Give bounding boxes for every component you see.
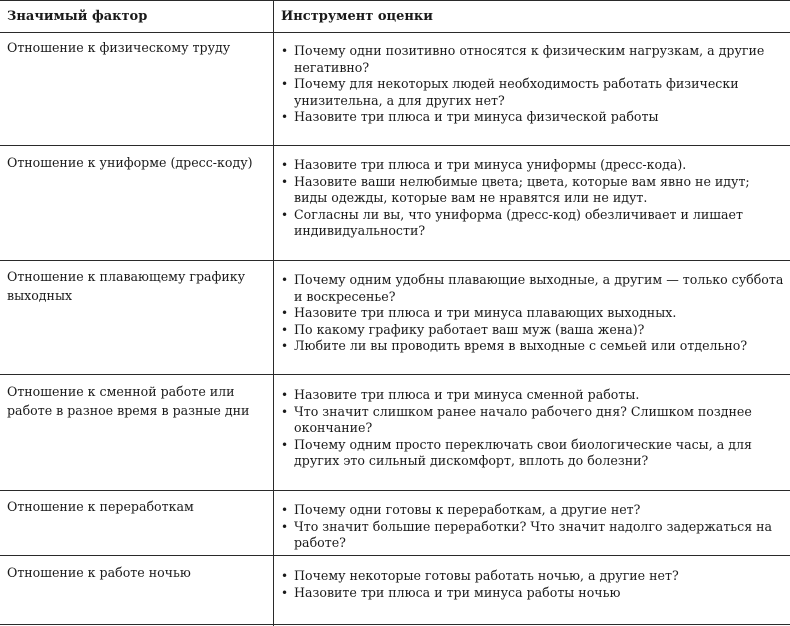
tool-item: • Любите ли вы проводить время в выходные с семьей или отдельно?: [281, 338, 786, 355]
factor-cell: Отношение к физическому труду: [7, 40, 231, 55]
factor-cell: Отношение к униформе (дресс-коду): [7, 155, 253, 170]
tool-item: • Почему некоторые готовы работать ночью, а другие нет?: [281, 568, 786, 585]
row-divider: [0, 260, 790, 261]
factor-cell: Отношение к плавающему графику выходных: [7, 269, 246, 303]
tool-list: [281, 157, 786, 240]
tool-item: • Почему одни позитивно относятся к физическим нагрузкам, а другие негативно?: [281, 43, 786, 76]
factor-cell: Отношение к работе ночью: [7, 565, 191, 580]
factor-cell: Отношение к переработкам: [7, 499, 194, 514]
column-divider: [273, 0, 274, 626]
tool-item: • Назовите три плюса и три минуса сменной работы.: [281, 387, 786, 404]
column-header-tool: Инструмент оценки: [281, 8, 433, 24]
tool-item: • Назовите ваши нелюбимые цвета; цвета, которые вам явно не идут; виды одежды, которые вам не нравятся или не идут.: [281, 174, 786, 207]
row-divider: [0, 490, 790, 491]
tool-item: • Что значит большие переработки? Что значит надолго задержаться на работе?: [281, 519, 786, 552]
tool-item: • Назовите три плюса и три минуса униформы (дресс-кода).: [281, 157, 786, 174]
tool-item: • Почему одним удобны плавающие выходные, а другим — только суббота и воскресенье?: [281, 272, 786, 305]
tool-list: [281, 387, 786, 470]
tool-item: • Почему одни готовы к переработкам, а другие нет?: [281, 502, 786, 519]
tool-item: • Назовите три плюса и три минуса плавающих выходных.: [281, 305, 786, 322]
tool-list: [281, 568, 786, 601]
tool-item: • Почему одним просто переключать свои биологические часы, а для других это сильный дискомфорт, вплоть до болезни?: [281, 437, 786, 470]
table-bottom-border: [0, 624, 790, 625]
row-divider: [0, 145, 790, 146]
tool-item: • Что значит слишком ранее начало рабочего дня? Слишком позднее окончание?: [281, 404, 786, 437]
row-divider: [0, 555, 790, 556]
tool-item: • Назовите три плюса и три минуса физической работы: [281, 109, 786, 126]
column-header-factor: Значимый фактор: [7, 8, 148, 24]
header-bottom-border: [0, 32, 790, 33]
tool-list: [281, 272, 786, 355]
row-divider: [0, 374, 790, 375]
tool-item: • Назовите три плюса и три минуса работы ночью: [281, 585, 786, 602]
tool-item: • Согласны ли вы, что униформа (дресс-код) обезличивает и лишает индивидуальности?: [281, 207, 786, 240]
tool-item: • Почему для некоторых людей необходимость работать физически унизительна, а для других нет?: [281, 76, 786, 109]
tool-list: [281, 43, 786, 126]
tool-list: [281, 502, 786, 552]
tool-item: • По какому графику работает ваш муж (ваша жена)?: [281, 322, 786, 339]
factor-cell: Отношение к сменной работе или работе в разное время в разные дни: [7, 384, 250, 418]
